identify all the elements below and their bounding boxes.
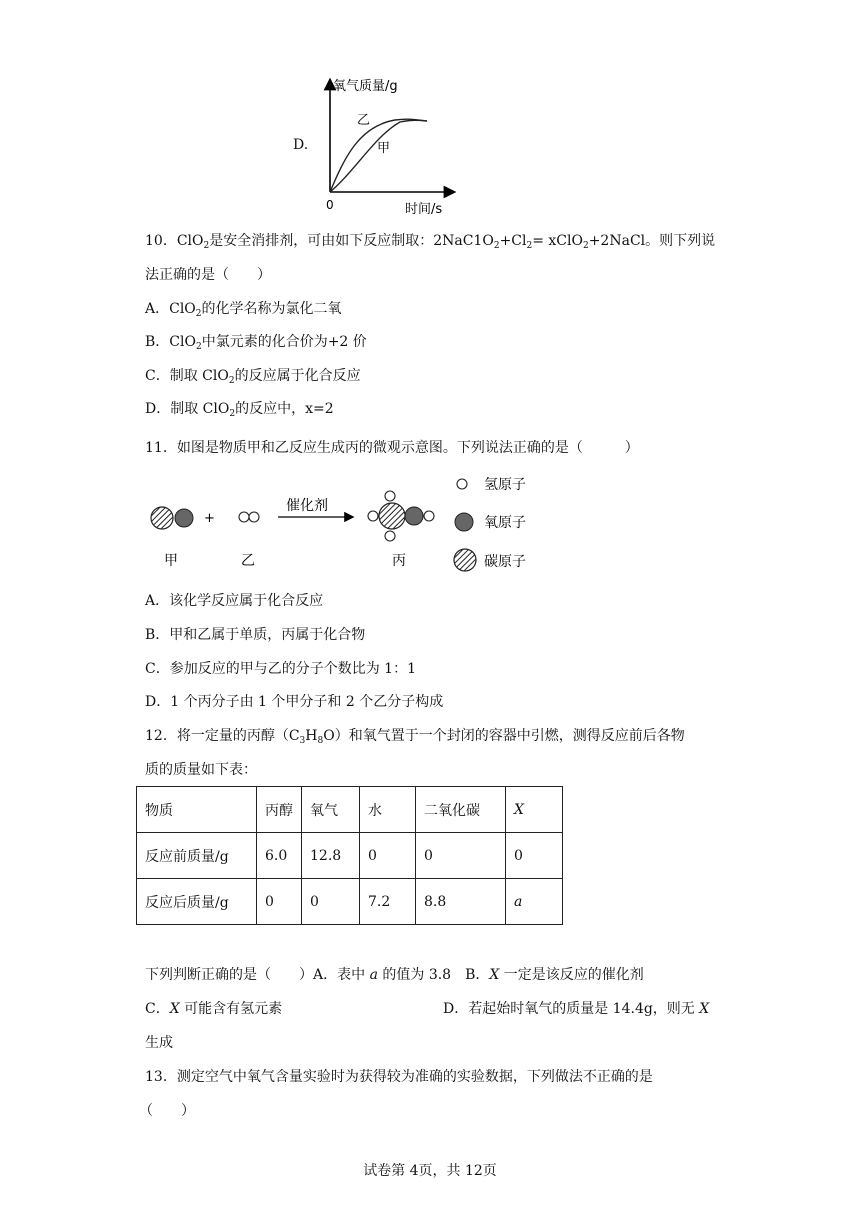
q10-option-d: D．制取 ClO$_2$的反应中，x=2 — [145, 401, 334, 419]
table-cell: 反应后质量/g — [137, 879, 257, 925]
q9-series-yi-label: 乙 — [357, 113, 371, 128]
label-yi: 乙 — [241, 553, 255, 569]
table-cell: 二氧化碳 — [416, 787, 506, 833]
table-cell: 7.2 — [360, 879, 416, 925]
q9-chart — [315, 76, 485, 216]
table-cell: 丙醇 — [257, 787, 302, 833]
table-row — [137, 879, 563, 925]
legend-c: 碳原子 — [484, 554, 526, 570]
q12-option-d-cont: 生成 — [145, 1035, 173, 1051]
q12-mass-table — [136, 786, 563, 925]
q13-stem: 13．测定空气中氧气含量实验时为获得较为准确的实验数据，下列做法不正确的是 — [145, 1069, 653, 1085]
table-cell: 0 — [506, 833, 563, 879]
q12-option-d: D．若起始时氧气的质量是 14.4g，则无 X — [443, 1001, 710, 1017]
table-cell: 反应前质量/g — [137, 833, 257, 879]
label-jia: 甲 — [164, 553, 178, 569]
q10-option-b: B．ClO$_2$中氯元素的化合价为+2 价 — [145, 334, 367, 352]
q9-option-d-label: D. — [293, 137, 309, 153]
q9-origin-label: 0 — [326, 198, 334, 212]
q11-stem: 11．如图是物质甲和乙反应生成丙的微观示意图。下列说法正确的是（ ） — [145, 440, 639, 456]
q12-stem: 12．将一定量的丙醇$(C_3H_8O)$和氧气置于一个封闭的容器中引燃，测得反应前后各物 — [145, 728, 685, 746]
q11-option-d: D．1 个丙分子由 1 个甲分子和 2 个乙分子构成 — [145, 694, 444, 710]
table-row — [137, 833, 563, 879]
molecule-yi — [239, 512, 259, 522]
table-cell: 6.0 — [257, 833, 302, 879]
table-cell: 水 — [360, 787, 416, 833]
table-cell: 氧气 — [302, 787, 360, 833]
table-cell: 物质 — [137, 787, 257, 833]
table-cell: 12.8 — [302, 833, 360, 879]
legend — [454, 477, 526, 571]
table-cell: 0 — [416, 833, 506, 879]
q13-paren: （ ） — [139, 1103, 195, 1119]
table-cell: 0 — [302, 879, 360, 925]
q9-ylabel: 氧气质量/g — [333, 79, 398, 94]
q11-option-c: C．参加反应的甲与乙的分子个数比为 1：1 — [145, 661, 416, 677]
q9-curve-jia — [330, 120, 427, 192]
legend-h: 氢原子 — [484, 477, 526, 493]
molecule-bing — [368, 491, 434, 541]
q11-option-a: A．该化学反应属于化合反应 — [145, 593, 324, 609]
q10-option-c: C．制取 ClO$_2$的反应属于化合反应 — [145, 368, 361, 386]
q10-option-a: A．ClO$_2$的化学名称为氯化二氧 — [145, 301, 342, 319]
table-cell: 0 — [360, 833, 416, 879]
plus-sign: + — [204, 511, 215, 526]
page-footer: 试卷第 4页，共 12页 — [363, 1163, 497, 1179]
q11-reaction-diagram — [140, 470, 560, 580]
q10-stem: 10．ClO$_2$是安全消排剂，可由如下反应制取：$2NaC1O_2+Cl_2=$ xClO$_2$+2NaCl。则下列说 — [145, 233, 716, 251]
label-bing: 丙 — [392, 553, 406, 569]
table-cell: a — [506, 879, 563, 925]
table-row — [137, 787, 563, 833]
catalyst-label: 催化剂 — [286, 498, 328, 514]
q12-option-c: C．X 可能含有氢元素 — [145, 1001, 283, 1017]
q9-series-jia-label: 甲 — [377, 141, 391, 156]
q9-xlabel: 时间/s — [405, 202, 443, 216]
q12-stem-line2: 质的质量如下表： — [145, 762, 257, 778]
q11-option-b: B．甲和乙属于单质，丙属于化合物 — [145, 627, 366, 643]
table-cell: X — [506, 787, 563, 833]
table-cell: 8.8 — [416, 879, 506, 925]
q10-stem-line2: 法正确的是（ ） — [145, 267, 271, 283]
legend-o: 氧原子 — [484, 515, 526, 531]
table-cell: 0 — [257, 879, 302, 925]
molecule-jia — [151, 507, 193, 529]
q12-judgement-line: 下列判断正确的是（ ）A．表中 a 的值为 3.8 B．X 一定是该反应的催化剂 — [145, 967, 644, 983]
